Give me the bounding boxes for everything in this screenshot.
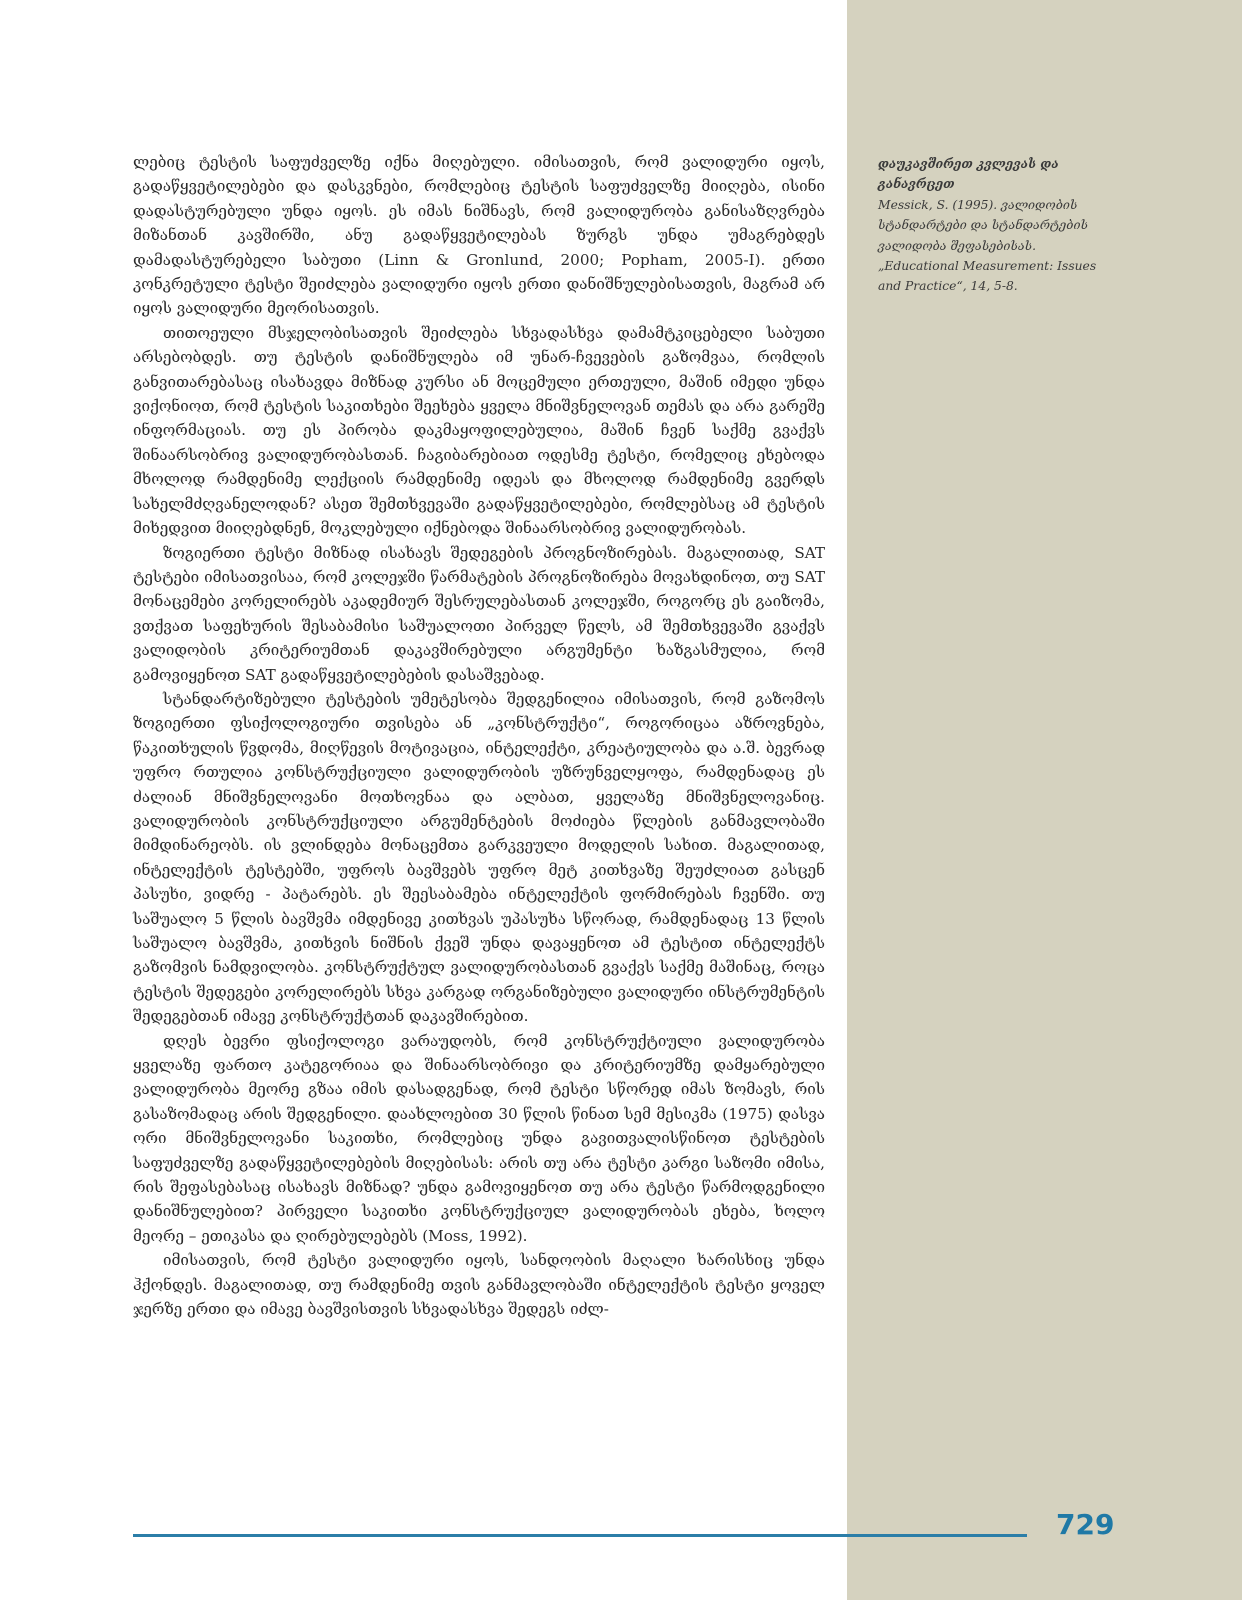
sidebar-note-reference: Messick, S. (1995). ვალიდობის სტანდარტები და სტანდარტების ვალიდობა შეფასებისას. „Educational Measurement: Issues and Practice“, 14, 5-8.: [878, 197, 1097, 294]
main-text-column: [133, 150, 825, 1322]
body-paragraph: ლებიც ტესტის საფუძველზე იქნა მიღებული. იმისათვის, რომ ვალიდური იყოს, გადაწყვეტილებები და დასკვნები, რომლებიც ტესტის საფუძველზე მიიღება, ისინი დადასტურებული უნდა იყოს. ეს იმას ნიშნავს, რომ ვალიდურობა განისაზღვრება მიზანთან კავშირში, ანუ გადაწყვეტილებას ზურგს უნდა უმაგრებდეს დამადასტურებელი საბუთი (Linn & Gronlund, 2000; Popham, 2005-I). ერთი კონკრეტული ტესტი შეიძლება ვალიდური იყოს ერთი დანიშნულებისათვის, მაგრამ არ იყოს ვალიდური მეორისათვის.: [133, 153, 825, 318]
body-paragraph: თითოეული მსჯელობისათვის შეიძლება სხვადასხვა დამამტკიცებელი საბუთი არსებობდეს. თუ ტესტის დანიშნულება იმ უნარ-ჩვევების გაზომვაა, რომლის განვითარებასაც ისახავდა მიზნად კურსი ან მოცემული ერთეული, მაშინ იმედი უნდა ვიქონიოთ, რომ ტესტის საკითხები შეეხება ყველა მნიშვნელოვან თემას და არა გარეშე ინფორმაციას. თუ ეს პირობა დაკმაყოფილებულია, მაშინ ჩვენ საქმე გვაქვს შინაარსობრივ ვალიდურობასთან. ჩაგიბარებიათ ოდესმე ტესტი, რომელიც ეხებოდა მხოლოდ რამდენიმე ლექციის რამდენიმე იდეას და მხოლოდ რამდენიმე გვერდს სახელმძღვანელოდან? ასეთ შემთხვევაში გადაწყვეტილებები, რომლებსაც ამ ტესტის მიხედვით მიიღებდნენ, მოკლებული იქნებოდა შინაარსობრივ ვალიდურობას.: [133, 323, 825, 538]
sidebar-note: [878, 154, 1108, 297]
body-paragraph: სტანდარტიზებული ტესტების უმეტესობა შედგენილია იმისათვის, რომ გაზომოს ზოგიერთი ფსიქოლოგიური თვისება ან „კონსტრუქტი“, როგორიცაა აზროვნება, წაკითხულის წვდომა, მიღწევის მოტივაცია, ინტელექტი, კრეატიულობა და ა.შ. ბევრად უფრო რთულია კონსტრუქციული ვალიდურობის უზრუნველყოფა, რამდენადაც ეს ძალიან მნიშვნელოვანი მოთხოვნაა და ალბათ, ყველაზე მნიშვნელოვანიც. ვალიდურობის კონსტრუქციული არგუმენტების მოძიება წლების განმავლობაში მიმდინარეობს. ის ვლინდება მონაცემთა გარკვეული მოდელის სახით. მაგალითად, ინტელექტის ტესტებში, უფროს ბავშვებს უფრო მეტ კითხვაზე შეუძლიათ გასცენ პასუხი, ვიდრე - პატარებს. ეს შეესაბამება ინტელექტის ფორმირებას ჩვენში. თუ საშუალო 5 წლის ბავშვმა იმდენივე კითხვას უპასუხა სწორად, რამდენადაც 13 წლის საშუალო ბავშვმა, კითხვის ნიშნის ქვეშ უნდა დავაყენოთ ამ ტესტით ინტელექტს გაზომვის ნამდვილობა. კონსტრუქტულ ვალიდურობასთან გვაქვს საქმე მაშინაც, როცა ტესტის შედეგები კორელირებს სხვა კარგად ორგანიზებული ვალიდური ინსტრუმენტის შედეგებთან იმავე კონსტრუქტთან დაკავშირებით.: [133, 689, 825, 1026]
body-paragraph: იმისათვის, რომ ტესტი ვალიდური იყოს, სანდოობის მაღალი ხარისხიც უნდა ჰქონდეს. მაგალითად, თუ რამდენიმე თვის განმავლობაში ინტელექტის ტესტი ყოველ ჯერზე ერთი და იმავე ბავშვისთვის სხვადასხვა შედეგს იძლ-: [133, 1251, 825, 1319]
sidebar-note-title: დაუკავშირეთ კვლევას და განავრცეთ: [878, 156, 1059, 192]
page-number: 729: [1056, 1508, 1115, 1541]
footer-divider: [133, 1534, 1027, 1537]
body-paragraph: ზოგიერთი ტესტი მიზნად ისახავს შედეგების პროგნოზირებას. მაგალითად, SAT ტესტები იმისათვისაა, რომ კოლეჯში წარმატების პროგნოზირება მოვახდინოთ, თუ SAT მონაცემები კორელირებს აკადემიურ შესრულებასთან კოლეჯში, როგორც ეს გაიზომა, ვთქვათ საფეხურის შესაბამისი საშუალოთი პირველ წელს, ამ შემთხვევაში გვაქვს ვალიდობის კრიტერიუმთან დაკავშირებული არგუმენტი ხაზგასმულია, რომ გამოვიყენოთ SAT გადაწყვეტილებების დასაშვებად.: [133, 543, 825, 684]
body-paragraph: დღეს ბევრი ფსიქოლოგი ვარაუდობს, რომ კონსტრუქტიული ვალიდურობა ყველაზე ფართო კატეგორიაა და შინაარსობრივი და კრიტერიუმზე დამყარებული ვალიდურობა მეორე გზაა იმის დასადგენად, რომ ტესტი სწორედ იმას ზომავს, რის გასაზომადაც არის შედგენილი. დაახლოებით 30 წლის წინათ სემ მესიკმა (1975) დასვა ორი მნიშვნელოვანი საკითხი, რომლებიც უნდა გავითვალისწინოთ ტესტების საფუძველზე გადაწყვეტილებების მიღებისას: არის თუ არა ტესტი კარგი საზომი იმისა, რის შეფასებასაც ისახავს მიზნად? უნდა გამოვიყენოთ თუ არა ტესტი წარმოდგენილი დანიშნულებით? პირველი საკითხი კონსტრუქციულ ვალიდურობას ეხება, ხოლო მეორე – ეთიკასა და ღირებულებებს (Moss, 1992).: [133, 1031, 825, 1245]
